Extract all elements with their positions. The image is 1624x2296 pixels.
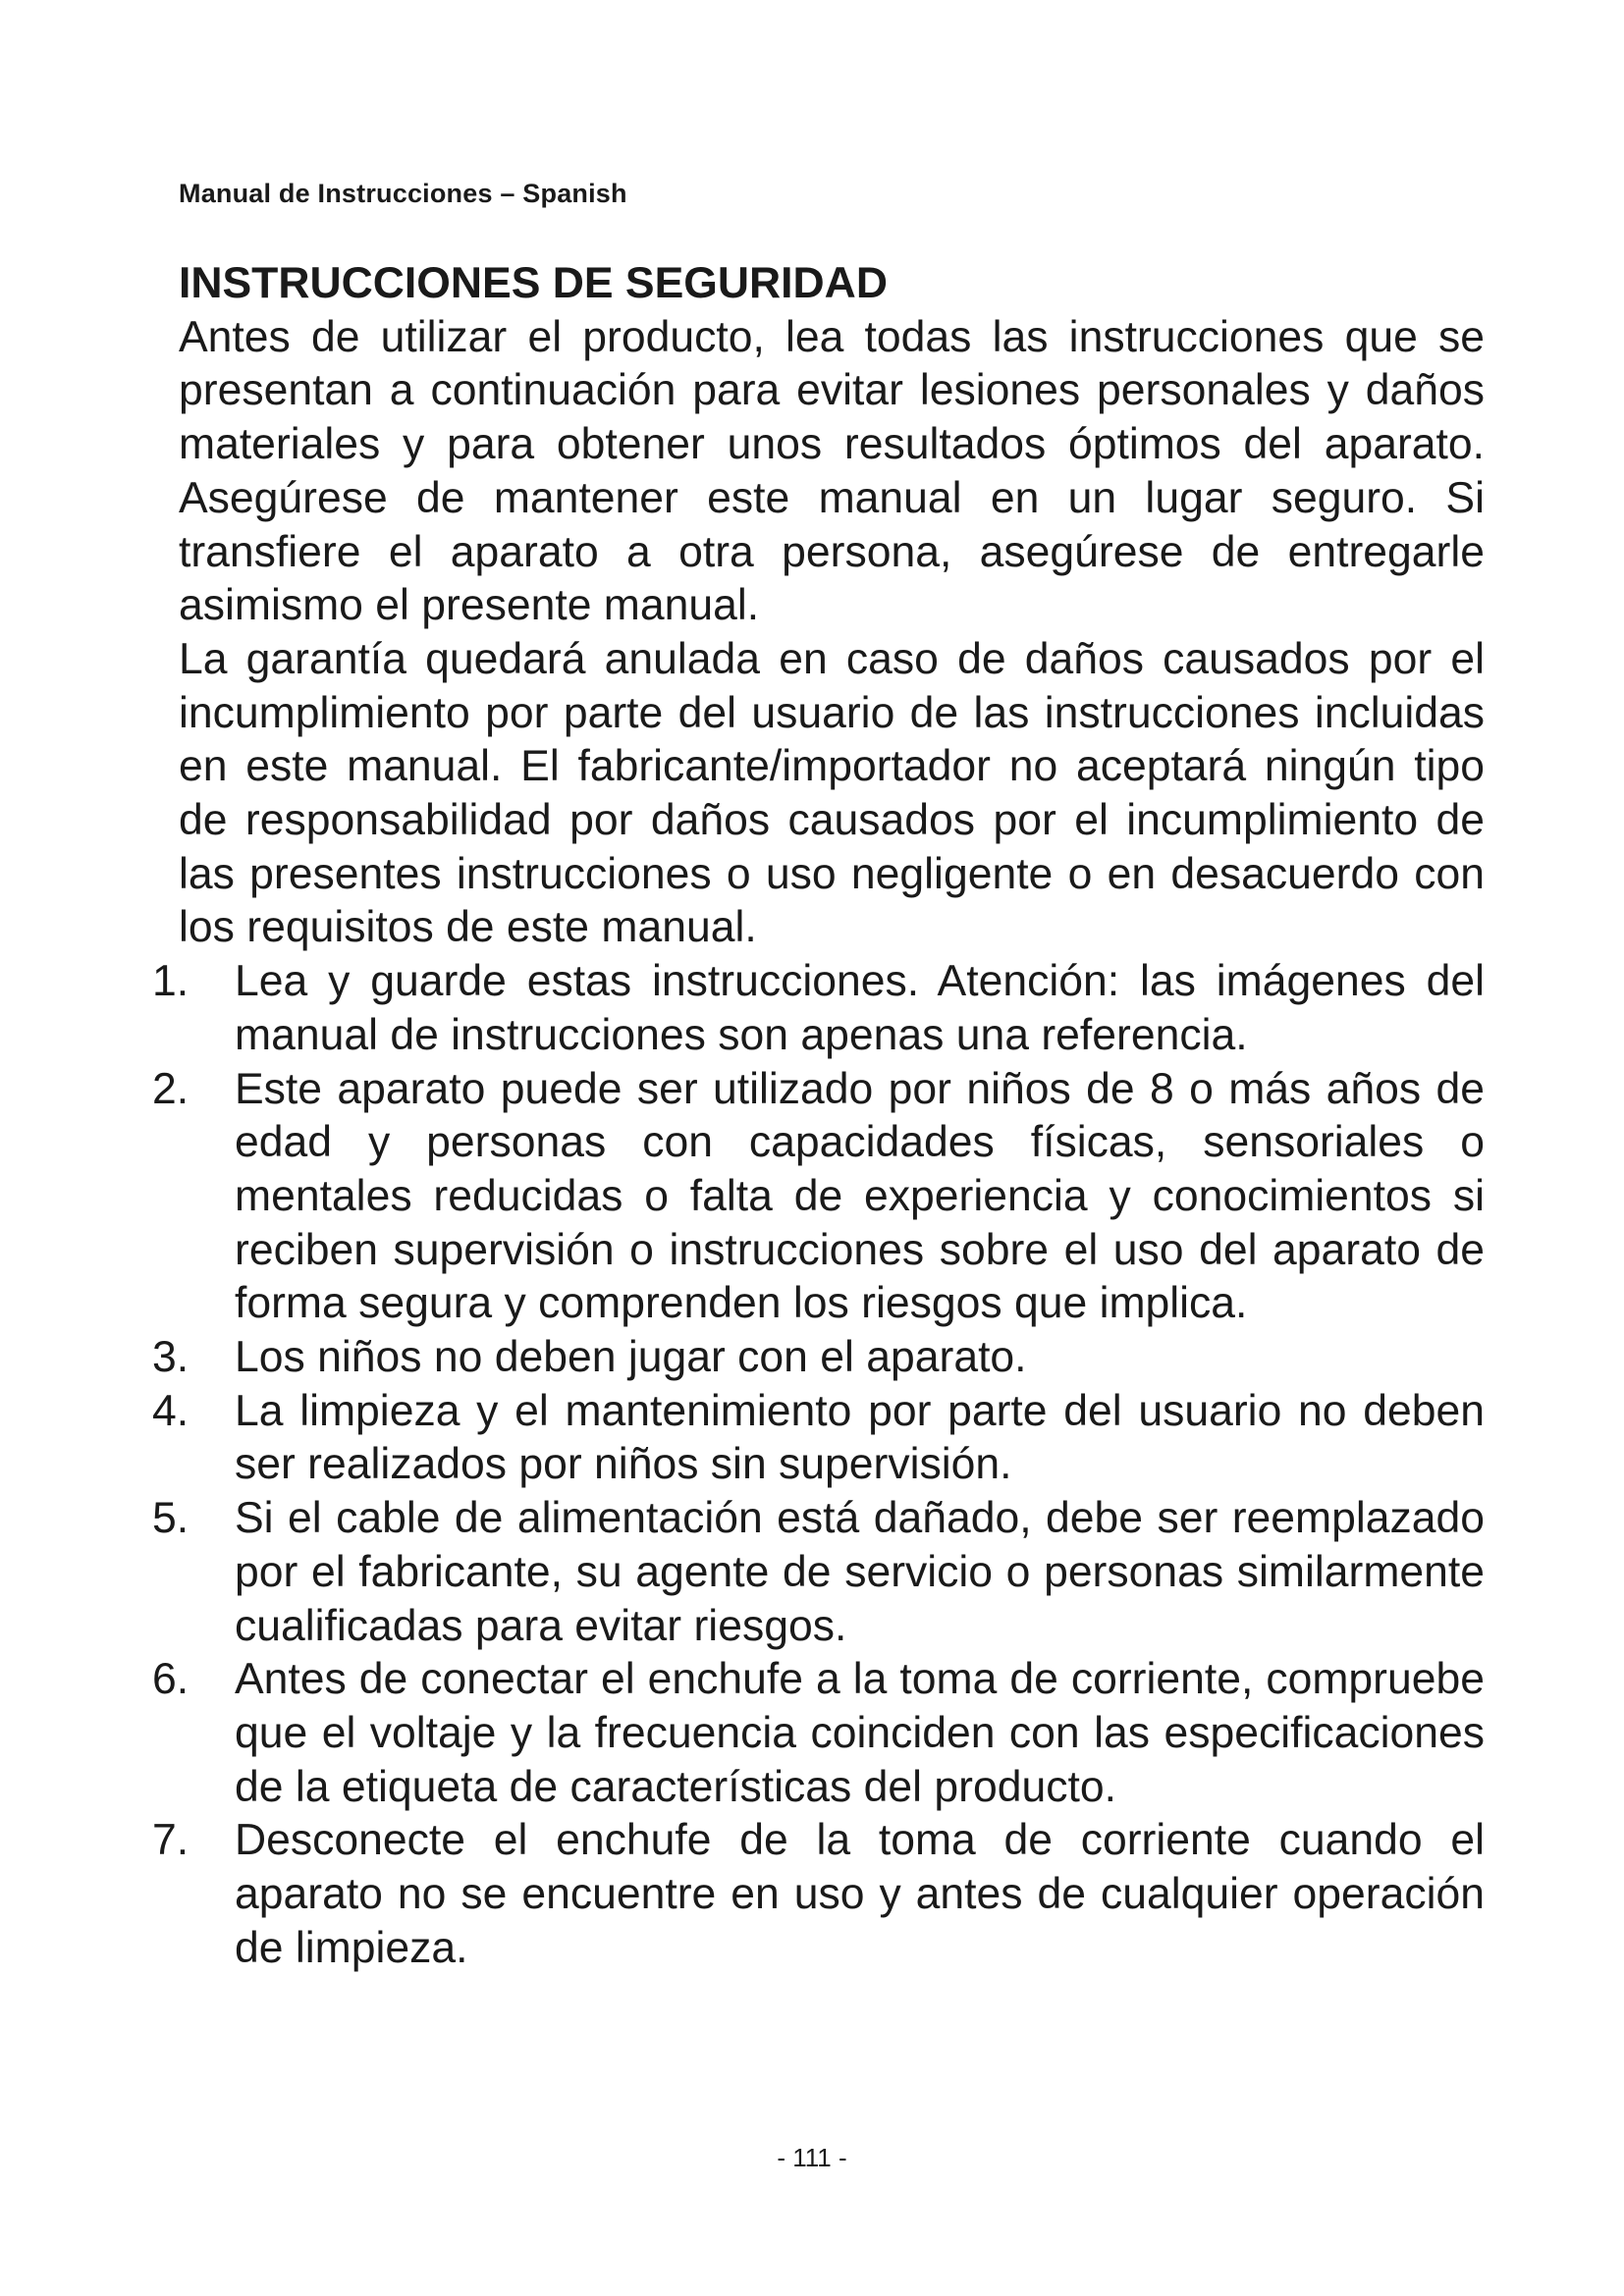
list-item (152, 1492, 1485, 1653)
list-item (152, 1063, 1485, 1332)
list-item-number: 6. (152, 1655, 189, 1704)
list-item-number: 7. (152, 1816, 189, 1865)
list-item (152, 1814, 1485, 1975)
list-item-text: La limpieza y el mantenimiento por parte del usuario no deben ser realizados por niños sin supervisión. (235, 1386, 1485, 1489)
list-item-number: 3. (152, 1333, 189, 1382)
list-item (152, 1385, 1485, 1492)
list-item-number: 5. (152, 1494, 189, 1543)
section-title: INSTRUCCIONES DE SEGURIDAD (179, 259, 888, 307)
list-item-text: Los niños no deben jugar con el aparato. (235, 1333, 1027, 1382)
page-number: - 111 - (777, 2143, 847, 2172)
list-item (152, 1653, 1485, 1814)
list-item-number: 2. (152, 1064, 189, 1113)
intro-paragraph: Antes de utilizar el producto, lea todas las instrucciones que se presentan a continuación para evitar lesiones personales y daños materiales y para obtener unos resultados óptimos del aparato. Asegúrese de mantener este manual en un lugar seguro. Si transfiere el aparato a otra persona, asegúrese de entregarle asimismo el presente manual. (179, 312, 1485, 630)
safety-section (152, 257, 1485, 1976)
running-header: Manual de Instrucciones – Spanish (179, 179, 627, 208)
list-item-text: Este aparato puede ser utilizado por niños de 8 o más años de edad y personas con capacidades físicas, sensoriales o mentales reducidas o falta de experiencia y conocimientos si reciben supervisión o instrucciones sobre el uso del aparato de forma segura y comprenden los riesgos que implica. (235, 1064, 1485, 1328)
list-item (152, 955, 1485, 1062)
list-item-number: 1. (152, 957, 189, 1006)
warranty-paragraph: La garantía quedará anulada en caso de daños causados por el incumplimiento por parte del usuario de las instrucciones incluidas en este manual. El fabricante/importador no aceptará ningún tipo de responsabilidad por daños causados por el incumplimiento de las presentes instrucciones o uso negligente o en desacuerdo con los requisitos de este manual. (179, 634, 1485, 952)
list-item-number: 4. (152, 1386, 189, 1435)
list-item-text: Lea y guarde estas instrucciones. Atención: las imágenes del manual de instrucciones son apenas una referencia. (235, 957, 1485, 1059)
list-item-text: Antes de conectar el enchufe a la toma de corriente, compruebe que el voltaje y la frecuencia coinciden con las especificaciones de la etiqueta de características del producto. (235, 1655, 1485, 1811)
list-item-text: Desconecte el enchufe de la toma de corriente cuando el aparato no se encuentre en uso y antes de cualquier operación de limpieza. (235, 1816, 1485, 1972)
safety-instructions-list (152, 955, 1485, 1975)
list-item-text: Si el cable de alimentación está dañado, debe ser reemplazado por el fabricante, su agente de servicio o personas similarmente cualificadas para evitar riesgos. (235, 1494, 1485, 1650)
list-item (152, 1331, 1485, 1385)
